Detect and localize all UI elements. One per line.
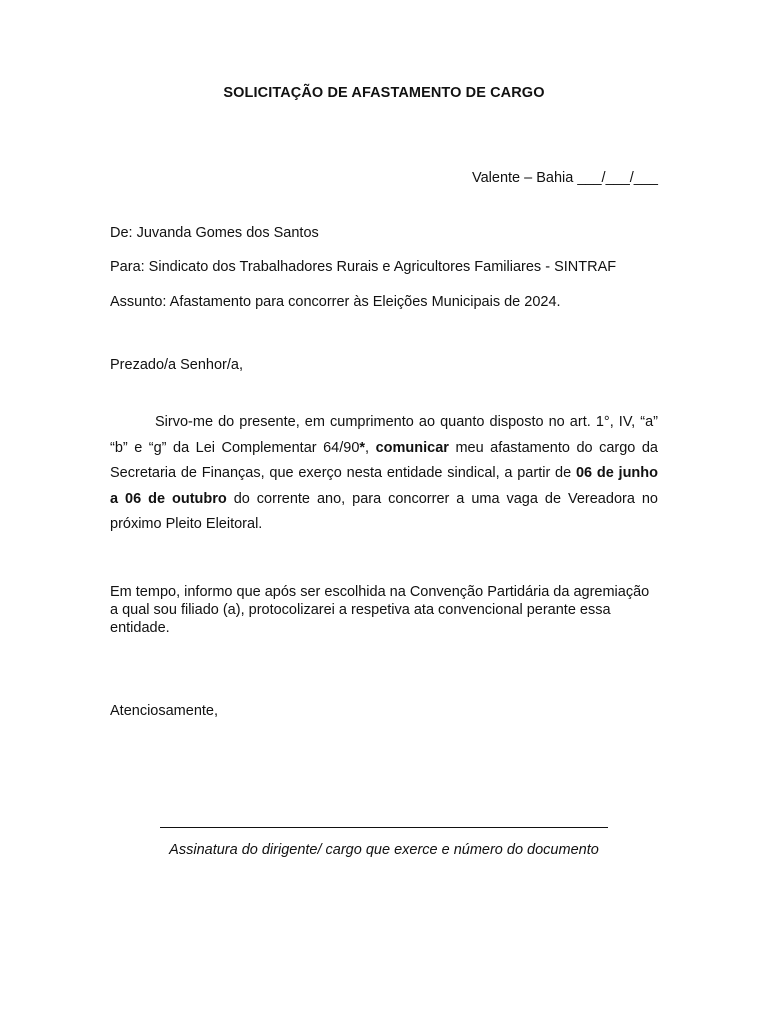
paragraph-text-3: do corrente ano, para concorrer a uma vaga de Vereadora no próximo Pleito Eleitoral. — [110, 490, 658, 532]
asterisk-mark: * — [359, 439, 366, 456]
paragraph-text-2: meu afastamento do cargo da Secretaria de Finanças, que exerço nesta entidade sindical, a partir de — [110, 439, 658, 481]
signature-caption: Assinatura do dirigente/ cargo que exerce e número do documento — [169, 842, 599, 858]
main-paragraph — [110, 410, 658, 538]
comma-text: , — [365, 439, 376, 456]
salutation: Prezado/a Senhor/a, — [110, 357, 244, 373]
second-paragraph: Em tempo, informo que após ser escolhida na Convenção Partidária da agremiação a qual sou filiado (a), protocolizarei a respetiva ata convencional perante essa entidade. — [110, 584, 650, 636]
signature-line — [160, 827, 608, 828]
bold-comunicar: comunicar — [375, 439, 449, 456]
recipient-line: Para: Sindicato dos Trabalhadores Rurais e Agricultores Familiares - SINTRAF — [110, 259, 617, 275]
subject-line: Assunto: Afastamento para concorrer às Eleições Municipais de 2024. — [110, 294, 561, 310]
document-title: SOLICITAÇÃO DE AFASTAMENTO DE CARGO — [223, 85, 545, 101]
paragraph-text-1: Sirvo-me do presente, em cumprimento ao quanto disposto no art. 1°, IV, “a” “b” e “g” da Lei Complementar 64/90 — [110, 414, 658, 456]
sender-line: De: Juvanda Gomes dos Santos — [110, 225, 319, 241]
bold-dates: 06 de junho a 06 de outubro — [110, 465, 658, 507]
place-date: Valente – Bahia ___/___/___ — [472, 170, 658, 186]
closing: Atenciosamente, — [110, 703, 219, 719]
